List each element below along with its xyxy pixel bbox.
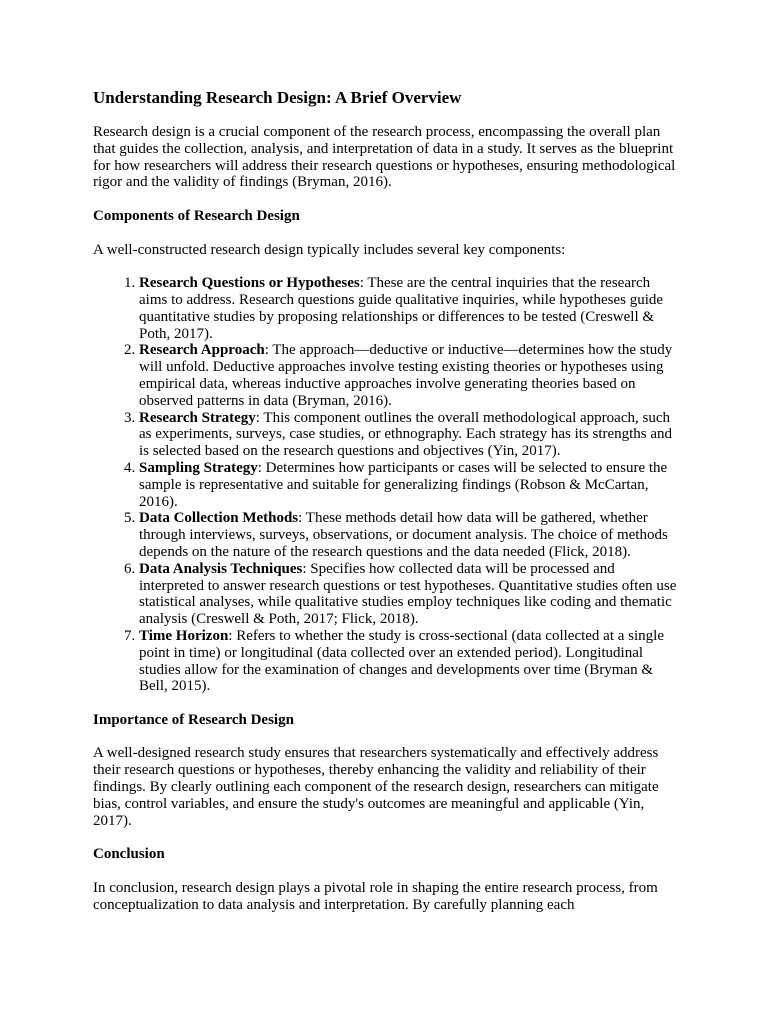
list-item-term: Time Horizon [139, 627, 229, 644]
conclusion-paragraph: In conclusion, research design plays a pivotal role in shaping the entire research process, from conceptualization to data analysis and interpretation. By carefully planning each [93, 879, 658, 913]
list-item-text: : Determines how participants or cases will be selected to ensure the sample is representative and suitable for generalizing findings (Robson & McCartan, 2016). [139, 459, 668, 510]
document-page [93, 88, 678, 913]
components-heading: Components of Research Design [93, 207, 300, 224]
list-item-text: : Refers to whether the study is cross-sectional (data collected at a single point in time) or longitudinal (data collected over an extended period). Longitudinal studies allow for the examination of changes and developments over time (Bryman & Bell, 2015). [139, 627, 664, 695]
list-item [139, 510, 678, 560]
components-list [93, 275, 678, 695]
list-item [139, 460, 678, 510]
list-item-term: Sampling Strategy [139, 459, 258, 476]
list-item-term: Research Questions or Hypotheses [139, 275, 360, 292]
list-item-text: : Specifies how collected data will be processed and interpreted to answer research questions or test hypotheses. Quantitative studies often use statistical analyses, while qualitative studies employ techniques like coding and thematic analysis (Creswell & Poth, 2017; Flick, 2018). [139, 560, 677, 628]
list-item [139, 275, 678, 342]
list-item [139, 628, 678, 695]
list-item-term: Research Strategy [139, 409, 256, 426]
list-item [139, 410, 678, 460]
importance-paragraph: A well-designed research study ensures that researchers systematically and effectively address their research questions or hypotheses, thereby enhancing the validity and reliability of their findings. By clearly outlining each component of the research design, researchers can mitigate bias, control variables, and ensure the study's outcomes are meaningful and applicable (Yin, 2017). [93, 745, 659, 829]
list-item-term: Research Approach [139, 342, 265, 359]
conclusion-heading: Conclusion [93, 846, 165, 863]
list-item-text: : These are the central inquiries that the research aims to address. Research questions guide qualitative inquiries, while hypotheses guide quantitative studies by proposing relationships or differences to be tested (Creswell & Poth, 2017). [139, 275, 664, 342]
list-item [139, 561, 678, 628]
document-title: Understanding Research Design: A Brief Overview [93, 88, 462, 107]
list-item-term: Data Collection Methods [139, 510, 299, 527]
list-item-text: : These methods detail how data will be gathered, whether through interviews, surveys, observations, or document analysis. The choice of methods depends on the nature of the research questions and the data needed (Flick, 2018). [139, 510, 668, 560]
intro-paragraph: Research design is a crucial component of the research process, encompassing the overall plan that guides the collection, analysis, and interpretation of data in a study. It serves as the blueprint for how researchers will address their research questions or hypotheses, ensuring methodological rigor and the validity of findings (Bryman, 2016). [93, 124, 676, 191]
components-lead: A well-constructed research design typically includes several key components: [93, 241, 566, 258]
list-item [139, 342, 678, 409]
list-item-text: : This component outlines the overall methodological approach, such as experiments, surveys, case studies, or ethnography. Each strategy has its strengths and is selected based on the research questions and objectives (Yin, 2017). [139, 409, 673, 460]
importance-heading: Importance of Research Design [93, 711, 294, 728]
list-item-text: : The approach—deductive or inductive—determines how the study will unfold. Deductive approaches involve testing existing theories or hypotheses using empirical data, whereas inductive approaches involve generating theories based on observed patterns in data (Bryman, 2016). [139, 342, 673, 409]
list-item-term: Data Analysis Techniques [139, 560, 303, 577]
